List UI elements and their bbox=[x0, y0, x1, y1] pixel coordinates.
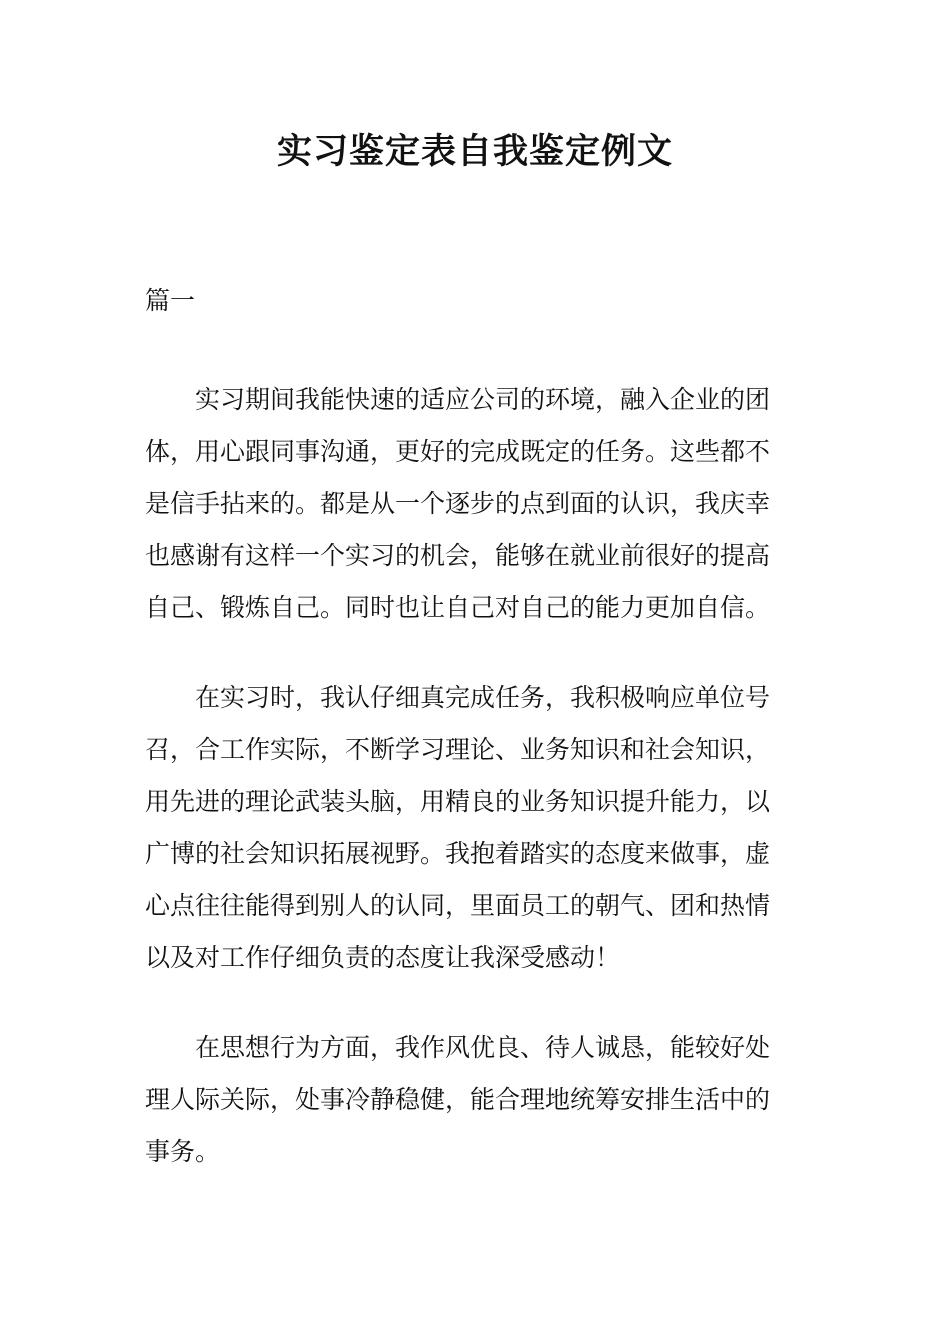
paragraph-line: 召，合工作实际，不断学习理论、业务知识和社会知识， bbox=[145, 735, 771, 764]
paragraph-line: 自己、锻炼自己。同时也让自己对自己的能力更加自信。 bbox=[145, 593, 771, 622]
paragraph-line: 体，用心跟同事沟通，更好的完成既定的任务。这些都不 bbox=[145, 437, 771, 466]
paragraph-line: 是信手拈来的。都是从一个逐步的点到面的认识，我庆幸 bbox=[145, 489, 771, 518]
paragraph-line: 事务。 bbox=[145, 1137, 221, 1166]
paragraph-line: 在思想行为方面，我作风优良、待人诚恳，能较好处 bbox=[195, 1033, 771, 1062]
paragraph-line: 也感谢有这样一个实习的机会，能够在就业前很好的提高 bbox=[145, 541, 771, 570]
paragraph-1 bbox=[145, 374, 806, 634]
paragraph-line: 以及对工作仔细负责的态度让我深受感动！ bbox=[145, 943, 621, 972]
paragraph-line: 实习期间我能快速的适应公司的环境，融入企业的团 bbox=[195, 385, 771, 414]
paragraph-line: 用先进的理论武装头脑，用精良的业务知识提升能力，以 bbox=[145, 787, 771, 816]
document-title: 实习鉴定表自我鉴定例文 bbox=[276, 132, 673, 172]
paragraph-3 bbox=[145, 1022, 806, 1178]
paragraph-line: 理人际关际，处事冷静稳健，能合理地统筹安排生活中的 bbox=[145, 1085, 771, 1114]
paragraph-line: 心点往往能得到别人的认同，里面员工的朝气、团和热情 bbox=[145, 891, 771, 920]
paragraph-line: 广博的社会知识拓展视野。我抱着踏实的态度来做事，虚 bbox=[145, 839, 771, 868]
paragraph-line: 在实习时，我认仔细真完成任务，我积极响应单位号 bbox=[195, 683, 771, 712]
paragraph-2 bbox=[145, 672, 806, 984]
section-heading: 篇一 bbox=[145, 286, 196, 315]
